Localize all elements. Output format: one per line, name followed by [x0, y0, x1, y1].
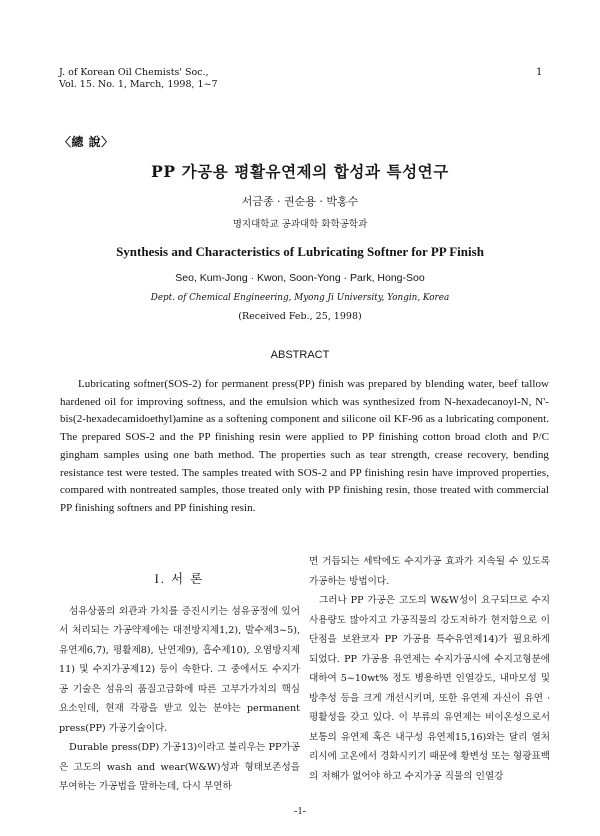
right-column	[309, 552, 550, 786]
abstract-heading: ABSTRACT	[270, 349, 330, 361]
received-date: (Received Feb., 25, 1998)	[238, 311, 362, 322]
journal-citation	[59, 67, 218, 91]
abstract-text: Lubricating softner(SOS-2) for permanent press(PP) finish was prepared by blending water, beef tallow hardened oil for improving softness, and the emulsion which was synthesized from N-hexadecanoyl-N, N'-bis(2-hexadecamidoethyl)amine as a softening component and silicone oil KF-96 as a lubricating component. The prepared SOS-2 and the PP finishing resin were applied to PP finishing cotton broad cloth and P/C gingham samples using one bath method. The properties such as tear strength, crease recovery, bending resistance test were tested. The samples treated with SOS-2 and PP finishing resin have improved properties, compared with nontreated samples, those treated only with PP finishing resin, those treated with commercial PP finishing softners and PP finishing resin.	[60, 378, 549, 514]
english-authors: Seo, Kum-Jong · Kwon, Soon-Yong · Park, Hong-Soo	[175, 272, 425, 284]
korean-title: PP 가공용 평활유연제의 합성과 특성연구	[151, 162, 449, 181]
left-column	[59, 552, 300, 797]
korean-authors: 서금종 · 권순용 · 박홍수	[241, 195, 359, 208]
intro-paragraph-1: 섬유상품의 외관과 가치를 증진시키는 섬유공정에 있어서 처리되는 가공약제에는 대전방지제1,2), 발수제3~5), 유연제6,7), 평활제8), 난연제9), 흡수제10), 오염방지제11) 및 수지가공제12) 등이 속한다. 그 중에서도 수지가공 기술은 섬유의 품질고급화에 따른 고부가가치의 핵심 요소인데, 현재 각광을 받고 있는 분야는 permanent press(PP) 가공기술이다.	[59, 605, 300, 734]
intro-paragraph-4: 그러나 PP 가공은 고도의 W&W성이 요구되므로 수지 사용량도 많아지고 가공직물의 강도저하가 현저함으로 이 단점을 보완코자 PP 가공용 특수유연제14)가 필요하게 되었다. PP 가공용 유연제는 수지가공시에 수지고형분에 대하여 5~10wt% 정도 병용하면 인열강도, 내마모성 및 방추성 등을 크게 개선시키며, 또한 유연제 자신이 유연 · 평활성을 갖고 있다. 이 부류의 유연제는 비이온성으로서 보통의 유연제 혹은 내구성 유연제15,16)와는 달리 열처리시에 고온에서 경화시키기 때문에 황변성 또는 형광표백의 저해가 없어야 하고 수지가공 직물의 인열강	[309, 595, 550, 782]
section-tag: 〈總 說〉	[59, 135, 114, 149]
english-title: Synthesis and Characteristics of Lubricating Softner for PP Finish	[116, 244, 484, 259]
introduction-heading: I. 서 론	[154, 572, 205, 586]
korean-affiliation: 명지대학교 공과대학 화학공학과	[232, 219, 368, 230]
intro-paragraph-3: 면 거듭되는 세탁에도 수지가공 효과가 지속될 수 있도록 가공하는 방법이다.	[309, 556, 550, 587]
journal-volume: Vol. 15. No. 1, March, 1998, 1~7	[59, 79, 218, 90]
page-footer-number: -1-	[294, 806, 306, 817]
journal-name: J. of Korean Oil Chemists' Soc.,	[59, 67, 209, 78]
english-affiliation: Dept. of Chemical Engineering, Myong Ji University, Yongin, Korea	[150, 293, 450, 303]
page-number: 1	[536, 67, 543, 78]
intro-paragraph-2: Durable press(DP) 가공13)이라고 불리우는 PP가공은 고도의 wash and wear(W&W)성과 형태보존성을 부여하는 가공법을 말하는데, 다시 부연하	[59, 742, 300, 792]
